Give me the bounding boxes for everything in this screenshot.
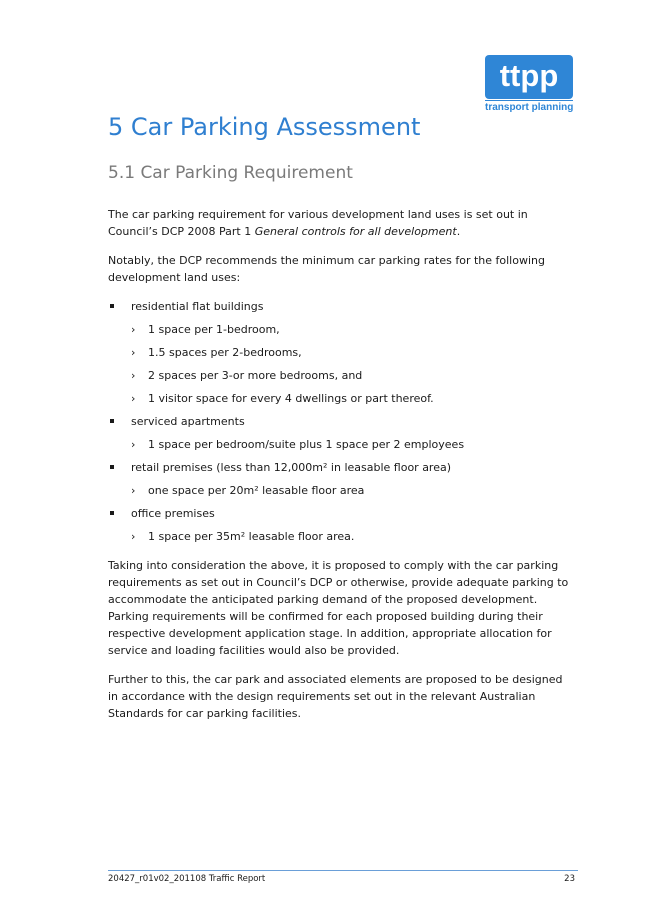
intro-end: . (456, 225, 461, 238)
rate-item: › 1 space per 35m² leasable floor area. (131, 528, 570, 545)
compliance-paragraph: Taking into consideration the above, it is proposed to comply with the car parking requirements as set out in Council’s DCP or otherwise, provide adequate parking to accommodate the anticipated parking demand of the proposed development. Parking requirements will be confirmed for each proposed building during their respective development application stage. In addition, appropriate allocation for service and loading facilities would also be provided. (108, 559, 569, 657)
land-use-item (108, 413, 570, 453)
standards-paragraph: Further to this, the car park and associated elements are proposed to be designed in accordance with the design requirements set out in the relevant Australian Standards for car parking facilities. (108, 673, 563, 720)
logo-tagline: transport planning (485, 102, 574, 113)
rate-item: › 2 spaces per 3-or more bedrooms, and (131, 367, 570, 384)
land-use-label: office premises (131, 507, 215, 520)
rate-item: › 1 space per 1-bedroom, (131, 321, 570, 338)
footer-doc-ref: 20427_r01v02_201108 Traffic Report (108, 874, 266, 884)
land-use-item (108, 505, 570, 545)
rate-item: › 1 visitor space for every 4 dwellings or part thereof. (131, 390, 570, 407)
land-use-list (108, 298, 570, 545)
intro-text: The car parking requirement for various development land uses is set out in Council’s DCP 2008 Part 1 (108, 208, 528, 238)
ttpp-logo (485, 55, 577, 116)
rate-item: › 1.5 spaces per 2-bedrooms, (131, 344, 570, 361)
land-use-label: serviced apartments (131, 415, 245, 428)
rate-item: › 1 space per bedroom/suite plus 1 space per 2 employees (131, 436, 570, 453)
footer-divider (108, 870, 578, 871)
logo-mark: ttpp (485, 55, 573, 99)
body-content (108, 206, 570, 734)
land-use-item (108, 298, 570, 407)
dcp-title: General controls for all development (254, 225, 457, 238)
land-use-item (108, 459, 570, 499)
intro-paragraph (108, 206, 570, 240)
section-heading: 5 Car Parking Assessment (108, 113, 421, 141)
subsection-heading: 5.1 Car Parking Requirement (108, 163, 353, 183)
footer-page-number: 23 (564, 874, 575, 884)
rate-item: › one space per 20m² leasable floor area (131, 482, 570, 499)
land-use-label: residential flat buildings (131, 300, 264, 313)
rates-intro-paragraph: Notably, the DCP recommends the minimum car parking rates for the following development land uses: (108, 254, 545, 284)
land-use-label: retail premises (less than 12,000m² in leasable floor area) (131, 461, 452, 474)
